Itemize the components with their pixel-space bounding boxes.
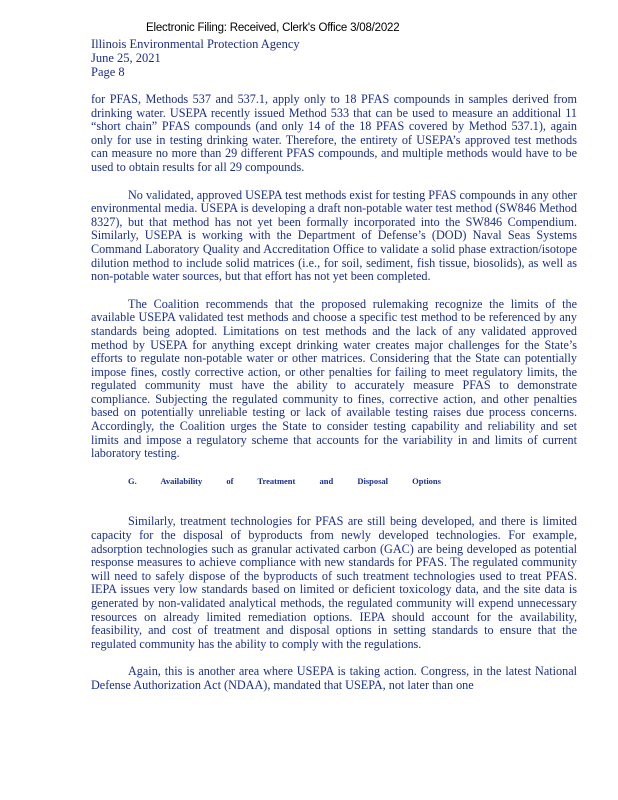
header-agency: Illinois Environmental Protection Agency bbox=[91, 37, 300, 51]
paragraph-no-validated-methods: No validated, approved USEPA test methods exist for testing PFAS compounds in any other environmental media. USEPA is developing a draft non-potable water test method (SW846 Method 8327), but that method has not yet been formally incorporated into the SW846 Compendium. Similarly, USEPA is working with the Department of Defense’s (DOD) Naval Seas Systems Command Laboratory Quality and Accreditation Office to validate a solid phase extraction/isotope dilution method to include solid matrices (i.e., for soil, sediment, fish tissue, biosolids), as well as non-potable water sources, but that effort has not yet been completed. bbox=[91, 187, 577, 284]
letter-header bbox=[91, 37, 300, 79]
paragraph-coalition-recommendation: The Coalition recommends that the proposed rulemaking recognize the limits of the available USEPA validated test methods and choose a specific test method to be referenced by any standards being adopted. Limitations on test methods and the lack of any validated approved method by USEPA for anything except drinking water creates major challenges for the State’s efforts to regulate non-potable water or other matrices. Considering that the State can potentially impose fines, costly corrective action, or other penalties for failing to meet regulatory limits, the regulated community must have the ability to accurately measure PFAS to demonstrate compliance. Subjecting the regulated community to fines, corrective action, and other penalties based on potentially unreliable testing or lack of available testing raises due process concerns. Accordingly, the Coalition urges the State to consider testing capability and reliability and set limits and impose a regulatory scheme that accounts for the variability in and limits of current laboratory testing. bbox=[91, 296, 577, 461]
paragraph-treatment-technologies: Similarly, treatment technologies for PFAS are still being developed, and there is limited capacity for the disposal of byproducts from newly developed technologies. For example, adsorption technologies such as granular activated carbon (GAC) are being developed as potential response measures to achieve compliance with new standards for PFAS. The regulated community will need to safely dispose of the byproducts of such treatment technologies used to treat PFAS. IEPA issues very low standards based on limited or deficient toxicology data, and the site data is generated by non-validated analytical methods, the regulated community will expend unnecessary resources on already limited remediation options. IEPA should account for the availability, feasibility, and cost of treatment and disposal options in setting standards to ensure that the regulated community has the ability to comply with the regulations. bbox=[91, 514, 577, 651]
header-page: Page 8 bbox=[91, 65, 125, 79]
header-date: June 25, 2021 bbox=[91, 51, 161, 65]
paragraph-test-methods-continued: for PFAS, Methods 537 and 537.1, apply only to 18 PFAS compounds in samples derived from drinking water. USEPA recently issued Method 533 that can be used to measure an additional 11 “short chain” PFAS compounds (and only 14 of the 18 PFAS covered by Method 537.1), again only for use in testing drinking water. Therefore, the entirety of USEPA’s approved test methods can measure no more than 29 different PFAS compounds, and multiple methods would have to be used to obtain results for all 29 compounds. bbox=[91, 92, 577, 174]
paragraph-ndaa: Again, this is another area where USEPA is taking action. Congress, in the latest National Defense Authorization Act (NDAA), mandated that USEPA, not later than one bbox=[91, 664, 577, 692]
section-heading-g: G. Availability of Treatment and Disposal Options bbox=[128, 475, 441, 486]
filing-stamp: Electronic Filing: Received, Clerk's Office 3/08/2022 bbox=[146, 22, 400, 34]
document-body bbox=[91, 93, 577, 707]
